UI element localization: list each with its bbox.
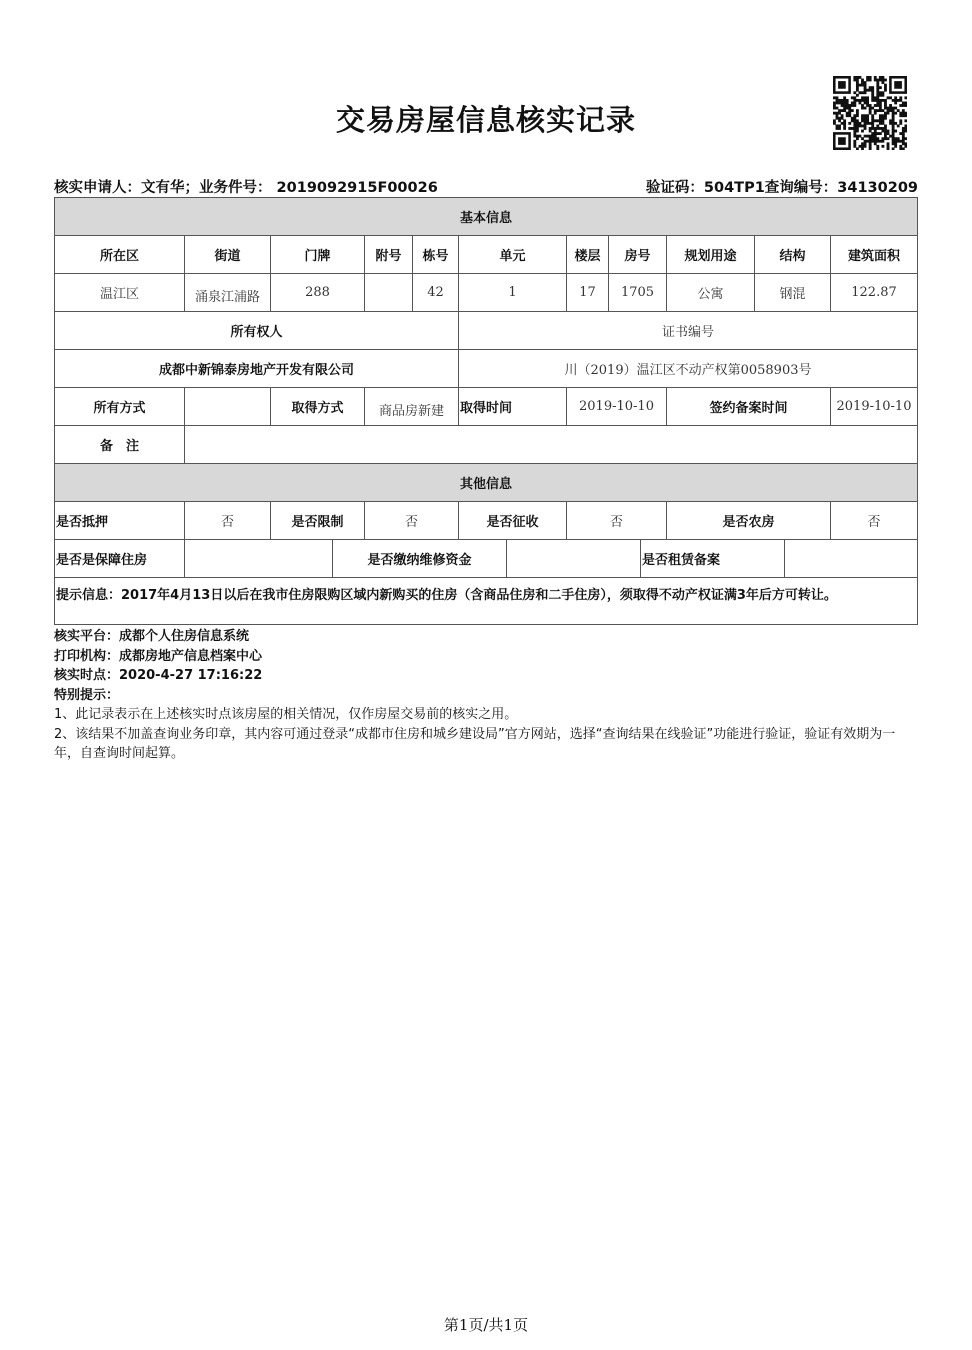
page-number: 第1页/共1页	[443, 1316, 529, 1334]
acquire-mode-value: 商品房新建	[364, 387, 458, 425]
remark-row	[54, 425, 918, 463]
status-row-2	[54, 539, 918, 577]
print-org-line: 打印机构：成都房地产信息档案中心	[54, 648, 263, 664]
acquire-row	[54, 387, 918, 425]
basic-info-title: 基本信息	[54, 197, 918, 235]
cert-label: 证书编号	[458, 311, 918, 349]
mortgage-label: 是否抵押	[54, 501, 184, 539]
rental-value	[784, 539, 918, 577]
header-sub-number: 附号	[364, 235, 412, 273]
rental-label: 是否租赁备案	[640, 539, 784, 577]
header-building: 栋号	[412, 235, 458, 273]
ownership-mode-label: 所有方式	[54, 387, 184, 425]
document-title: 交易房屋信息核实记录	[335, 103, 636, 137]
owner-label-row	[54, 311, 918, 349]
owner-value-row	[54, 349, 918, 387]
header-usage: 规划用途	[666, 235, 754, 273]
expropriation-label: 是否征收	[458, 501, 566, 539]
verify-code-line: 验证码：504TP1查询编号：34130209	[645, 180, 918, 196]
footer-info	[54, 627, 918, 764]
platform-line: 核实平台：成都个人住房信息系统	[54, 629, 250, 644]
restrict-label: 是否限制	[270, 501, 364, 539]
expropriation-value: 否	[566, 501, 666, 539]
remark-value	[184, 425, 918, 463]
meta-line	[54, 176, 918, 196]
cert-value: 川（2019）温江区不动产权第0058903号	[458, 349, 918, 387]
basic-info-value-row	[54, 273, 918, 311]
acquire-time-value: 2019-10-10	[566, 387, 666, 425]
header-structure: 结构	[754, 235, 830, 273]
note-1: 1、此记录表示在上述核实时点该房屋的相关情况，仅作房屋交易前的核实之用。	[54, 707, 518, 722]
header-street: 街道	[184, 235, 270, 273]
qr-code-icon	[833, 76, 907, 150]
status-row-1	[54, 501, 918, 539]
value-area: 122.87	[830, 273, 918, 311]
farm-label: 是否农房	[666, 501, 830, 539]
mortgage-value: 否	[184, 501, 270, 539]
remark-label: 备 注	[54, 425, 184, 463]
value-floor: 17	[566, 273, 608, 311]
farm-value: 否	[830, 501, 918, 539]
notes-title: 特别提示：	[54, 687, 120, 703]
ownership-mode-value	[184, 387, 270, 425]
note-2: 2、该结果不加盖查询业务印章，其内容可通过登录“成都市住房和城乡建设局”官方网站，选择“查询结果在线验证”功能进行验证，验证有效期为一年，自查询时间起算。	[54, 726, 896, 761]
other-info-title-row	[54, 463, 918, 501]
header-district: 所在区	[54, 235, 184, 273]
basic-info-title-row	[54, 197, 918, 235]
hint-text: 提示信息：2017年4月13日以后在我市住房限购区域内新购买的住房（含商品住房和二手住房），须取得不动产权证满3年后方可转让。	[54, 577, 918, 625]
owner-label: 所有权人	[54, 311, 458, 349]
other-info-title: 其他信息	[54, 463, 918, 501]
applicant-line: 核实申请人：文有华；业务件号： 2019092915F00026	[54, 180, 438, 196]
value-door-number: 288	[270, 273, 364, 311]
restrict-value: 否	[364, 501, 458, 539]
header-unit: 单元	[458, 235, 566, 273]
verify-time-line: 核实时点：2020-4-27 17:16:22	[54, 668, 263, 683]
owner-value: 成都中新锦泰房地产开发有限公司	[54, 349, 458, 387]
header-room: 房号	[608, 235, 666, 273]
contract-time-label: 签约备案时间	[666, 387, 830, 425]
contract-time-value: 2019-10-10	[830, 387, 918, 425]
acquire-mode-label: 取得方式	[270, 387, 364, 425]
header-floor: 楼层	[566, 235, 608, 273]
header-door-number: 门牌	[270, 235, 364, 273]
value-district: 温江区	[54, 273, 184, 311]
acquire-time-label: 取得时间	[458, 387, 566, 425]
maintenance-value	[506, 539, 640, 577]
header-area: 建筑面积	[830, 235, 918, 273]
value-usage: 公寓	[666, 273, 754, 311]
value-building: 42	[412, 273, 458, 311]
value-room: 1705	[608, 273, 666, 311]
value-unit: 1	[458, 273, 566, 311]
affordable-label: 是否是保障住房	[54, 539, 184, 577]
value-structure: 钢混	[754, 273, 830, 311]
affordable-value	[184, 539, 332, 577]
hint-row	[54, 577, 918, 625]
value-street: 涌泉江浦路	[184, 273, 270, 311]
value-sub-number	[364, 273, 412, 311]
basic-info-header-row	[54, 235, 918, 273]
maintenance-label: 是否缴纳维修资金	[332, 539, 506, 577]
